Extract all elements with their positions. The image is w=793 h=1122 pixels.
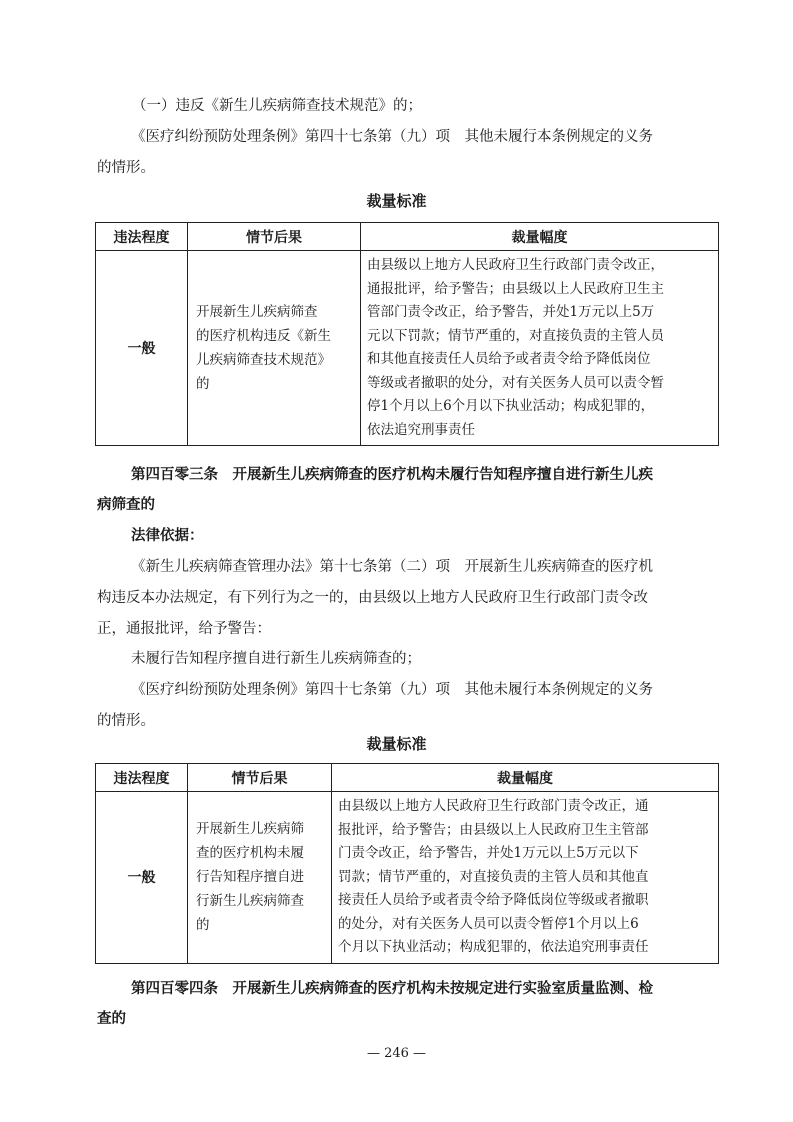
table2-header-penalty: 裁量幅度: [332, 764, 719, 792]
table1-penalty-line: 管部门责令改正，给予警告，并处1万元以上5万: [367, 304, 655, 320]
table2-penalty-line: 由县级以上地方人民政府卫生行政部门责令改正，通: [338, 798, 649, 814]
table1-consequence: [188, 251, 361, 446]
table1-header-consequence: 情节后果: [188, 223, 361, 251]
table1: [95, 222, 719, 446]
table2-penalty-line: 报批评，给予警告；由县级以上人民政府卫生主管部: [338, 821, 649, 838]
article403-para3-line-1: 《医疗纠纷预防处理条例》第四十七条第（九）项 其他未履行本条例规定的义务: [131, 682, 653, 698]
article403-para1-line-2: 构违反本办法规定，有下列行为之一的，由县级以上地方人民政府卫生行政部门责令改: [97, 590, 648, 606]
table1-penalty-line: 元以下罚款；情节严重的，对直接负责的主管人员: [367, 327, 664, 344]
table2-consequence-line: 的: [196, 917, 210, 934]
table1-penalty: [361, 251, 719, 446]
table1-penalty-line: 等级或者撤职的处分，对有关医务人员可以责令暂: [367, 374, 664, 391]
table2-penalty-line: 接责任人员给予或者责令给予降低岗位等级或者撤职: [338, 892, 649, 908]
article403-para2: 未履行告知程序擅自进行新生儿疾病筛查的；: [131, 651, 421, 667]
table2-level: 一般: [96, 792, 188, 964]
table2-consequence-line: 行新生儿疾病筛查: [196, 893, 304, 910]
table2-consequence-line: 开展新生儿疾病筛: [196, 821, 304, 838]
table1-level: 一般: [96, 251, 188, 446]
table1-title: 裁量标准: [366, 192, 427, 210]
table1-consequence-line: 的: [196, 376, 210, 392]
table2-penalty-line: 个月以下执业活动；构成犯罪的，依法追究刑事责任: [338, 939, 649, 955]
article403-para1-line-3: 正，通报批评，给予警告：: [97, 621, 271, 637]
table2-consequence: [188, 792, 332, 964]
table1-consequence-line: 儿疾病筛查技术规范》: [196, 352, 331, 368]
table1-consequence-line: 开展新生儿疾病筛查: [196, 304, 318, 320]
top-line-2: 《医疗纠纷预防处理条例》第四十七条第（九）项 其他未履行本条例规定的义务: [131, 129, 653, 145]
table1-header-level: 违法程度: [96, 223, 188, 251]
legal-basis-label: 法律依据：: [131, 528, 204, 544]
table1-penalty-line: 和其他直接责任人员给予或者责令给予降低岗位: [367, 351, 651, 367]
table2-consequence-line: 行告知程序擅自进: [196, 869, 304, 886]
article403-heading-line-1: 第四百零三条 开展新生儿疾病筛查的医疗机构未履行告知程序擅自进行新生儿疾: [131, 467, 653, 483]
table1-consequence-line: 的医疗机构违反《新生: [196, 328, 331, 344]
table1-penalty-line: 停1个月以上6个月以下执业活动；构成犯罪的，: [367, 398, 655, 414]
table2-penalty-line: 的处分，对有关医务人员可以责令暂停1个月以上6: [338, 915, 639, 932]
article404-heading-line-2: 查的: [97, 1011, 126, 1027]
table1-penalty-line: 依法追究刑事责任: [367, 421, 475, 438]
table2-header-level: 违法程度: [96, 764, 188, 792]
table2-header-consequence: 情节后果: [188, 764, 332, 792]
table2-penalty: [332, 792, 719, 964]
article403-heading-line-2: 病筛查的: [97, 497, 155, 513]
table1-header-penalty: 裁量幅度: [361, 223, 719, 251]
table2-consequence-line: 查的医疗机构未履: [196, 845, 304, 862]
table2-title: 裁量标准: [366, 735, 427, 753]
page-number: — 246 —: [366, 1046, 427, 1061]
top-line-1: （一）违反《新生儿疾病筛查技术规范》的；: [132, 98, 422, 114]
table1-penalty-line: 由县级以上地方人民政府卫生行政部门责令改正，: [367, 257, 664, 273]
article403-para1-line-1: 《新生儿疾病筛查管理办法》第十七条第（二）项 开展新生儿疾病筛查的医疗机: [131, 559, 653, 575]
top-line-3: 的情形。: [97, 160, 155, 176]
article403-para3-line-2: 的情形。: [97, 713, 155, 729]
table1-penalty-line: 通报批评，给予警告；由县级以上人民政府卫生主: [367, 280, 664, 297]
table2: [95, 763, 719, 964]
article404-heading-line-1: 第四百零四条 开展新生儿疾病筛查的医疗机构未按规定进行实验室质量监测、检: [131, 981, 653, 997]
table2-penalty-line: 门责令改正，给予警告，并处1万元以上5万元以下: [338, 845, 639, 861]
table2-penalty-line: 罚款；情节严重的，对直接负责的主管人员和其他直: [338, 868, 649, 885]
